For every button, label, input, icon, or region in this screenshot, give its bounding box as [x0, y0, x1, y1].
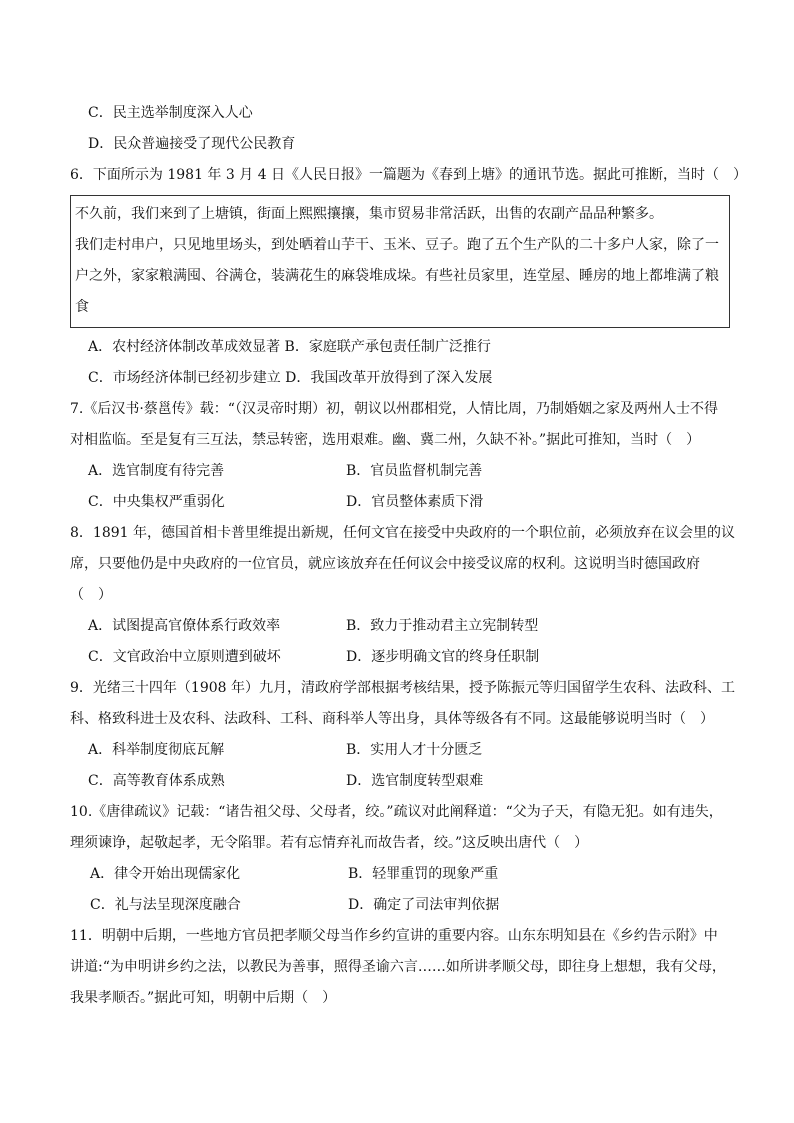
- option-c-prev: C．民主选举制度深入人心: [88, 105, 253, 121]
- question-8-options-row: [70, 611, 732, 642]
- question-10: [70, 797, 732, 921]
- option-d: D．确定了司法审判依据: [348, 897, 500, 913]
- question-6-stem: 6．下面所示为 1981 年 3 月 4 日《人民日报》一篇题为《春到上塘》的通讯节选。据此可推断，当时（ ）: [70, 167, 748, 183]
- question-11-stem-line: 11．明朝中后期，一些地方官员把孝顺父母当作乡约宣讲的重要内容。山东东明知县在《乡约告示附》中: [70, 928, 718, 944]
- question-8-stem-line: 8．1891 年，德国首相卡普里维提出新规，任何文官在接受中央政府的一个职位前，必须放弃在议会里的议: [70, 525, 735, 541]
- option-d-prev: D．民众普遍接受了现代公民教育: [88, 136, 296, 152]
- question-6-options-ab: A．农村经济体制改革成效显著 B．家庭联产承包责任制广泛推行: [88, 339, 491, 355]
- question-10-options-row: [70, 859, 732, 890]
- option-b: B．实用人才十分匮乏: [346, 742, 483, 758]
- option-c: C．中央集权严重弱化: [88, 494, 225, 510]
- question-10-stem-line: 10.《唐律疏议》记载：“诸告祖父母、父母者，绞。”疏议对此阐释道：“父为子天，有隐无犯。如有违失，: [70, 804, 723, 820]
- question-7: [70, 394, 732, 518]
- question-7-options-row: [70, 456, 732, 487]
- option-a: A．选官制度有待完善: [88, 463, 225, 479]
- option-c: C．文官政治中立原则遭到破坏: [88, 649, 281, 665]
- question-9-options-row: [70, 735, 732, 766]
- question-6: [70, 160, 748, 394]
- option-a: A．律令开始出现儒家化: [90, 866, 241, 882]
- question-6-quote-box: [70, 195, 730, 328]
- question-10-stem-line: 理须谏诤，起敬起孝，无令陷罪。若有忘情弃礼而故告者，绞。”这反映出唐代（ ）: [70, 835, 589, 851]
- question-11-stem-line: 我果孝顺否。”据此可知，明朝中后期（ ）: [70, 990, 337, 1006]
- option-a: A．试图提高官僚体系行政效率: [88, 618, 281, 634]
- exam-page: [70, 98, 748, 1014]
- option-c: C．礼与法呈现深度融合: [90, 897, 241, 913]
- quote-line: 户之外，家家粮满囤、谷满仓，装满花生的麻袋堆成垛。有些社员家里，连堂屋、睡房的地上都堆满了粮: [75, 268, 719, 284]
- quote-line: 不久前，我们来到了上塘镇，街面上熙熙攘攘，集市贸易非常活跃，出售的农副产品品种繁多。: [75, 206, 663, 222]
- option-b: B．官员监督机制完善: [346, 463, 483, 479]
- question-11-stem-line: 讲道:“为申明讲乡约之法，以教民为善事，照得圣谕六言……如所讲孝顺父母，即往身上想想，我有父母，: [70, 959, 726, 975]
- option-d: D．逐步明确文官的终身任职制: [346, 649, 540, 665]
- option-a: A．科举制度彻底瓦解: [88, 742, 225, 758]
- question-8-stem-line: （ ）: [70, 587, 112, 603]
- question-6-options-cd: C．市场经济体制已经初步建立 D．我国改革开放得到了深入发展: [88, 370, 493, 386]
- question-9-stem-line: 9．光绪三十四年（1908 年）九月，清政府学部根据考核结果，授予陈振元等归国留学生农科、法政科、工: [70, 680, 735, 696]
- question-9-stem-line: 科、格致科进士及农科、法政科、工科、商科举人等出身，具体等级各有不同。这最能够说明当时（ ）: [70, 711, 714, 727]
- quote-line: 食: [75, 299, 89, 315]
- question-9-options-row: [70, 766, 732, 797]
- question-7-stem-line: 对相监临。至是复有三互法，禁忌转密，选用艰难。幽、冀二州，久缺不补。”据此可推知，当时（ ）: [70, 432, 701, 448]
- option-d: D．官员整体素质下滑: [346, 494, 484, 510]
- question-7-options-row: [70, 487, 732, 518]
- question-8: [70, 518, 735, 673]
- question-7-stem-line: 7.《后汉书·蔡邕传》载：“（汉灵帝时期）初，朝议以州郡相党，人情比周，乃制婚姻之家及两州人士不得: [70, 401, 718, 417]
- quote-line: 我们走村串户，只见地里场头，到处晒着山芋干、玉米、豆子。跑了五个生产队的二十多户人家，除了一: [75, 237, 719, 253]
- question-8-stem-line: 席，只要他仍是中央政府的一位官员，就应该放弃在任何议会中接受议席的权利。这说明当时德国政府: [70, 556, 700, 572]
- question-11: [70, 921, 732, 1014]
- option-b: B．致力于推动君主立宪制转型: [346, 618, 539, 634]
- question-9: [70, 673, 735, 797]
- question-8-options-row: [70, 642, 732, 673]
- question-10-options-row: [70, 890, 732, 921]
- option-c: C．高等教育体系成熟: [88, 773, 225, 789]
- option-d: D．选官制度转型艰难: [346, 773, 484, 789]
- option-b: B．轻罪重罚的现象严重: [348, 866, 499, 882]
